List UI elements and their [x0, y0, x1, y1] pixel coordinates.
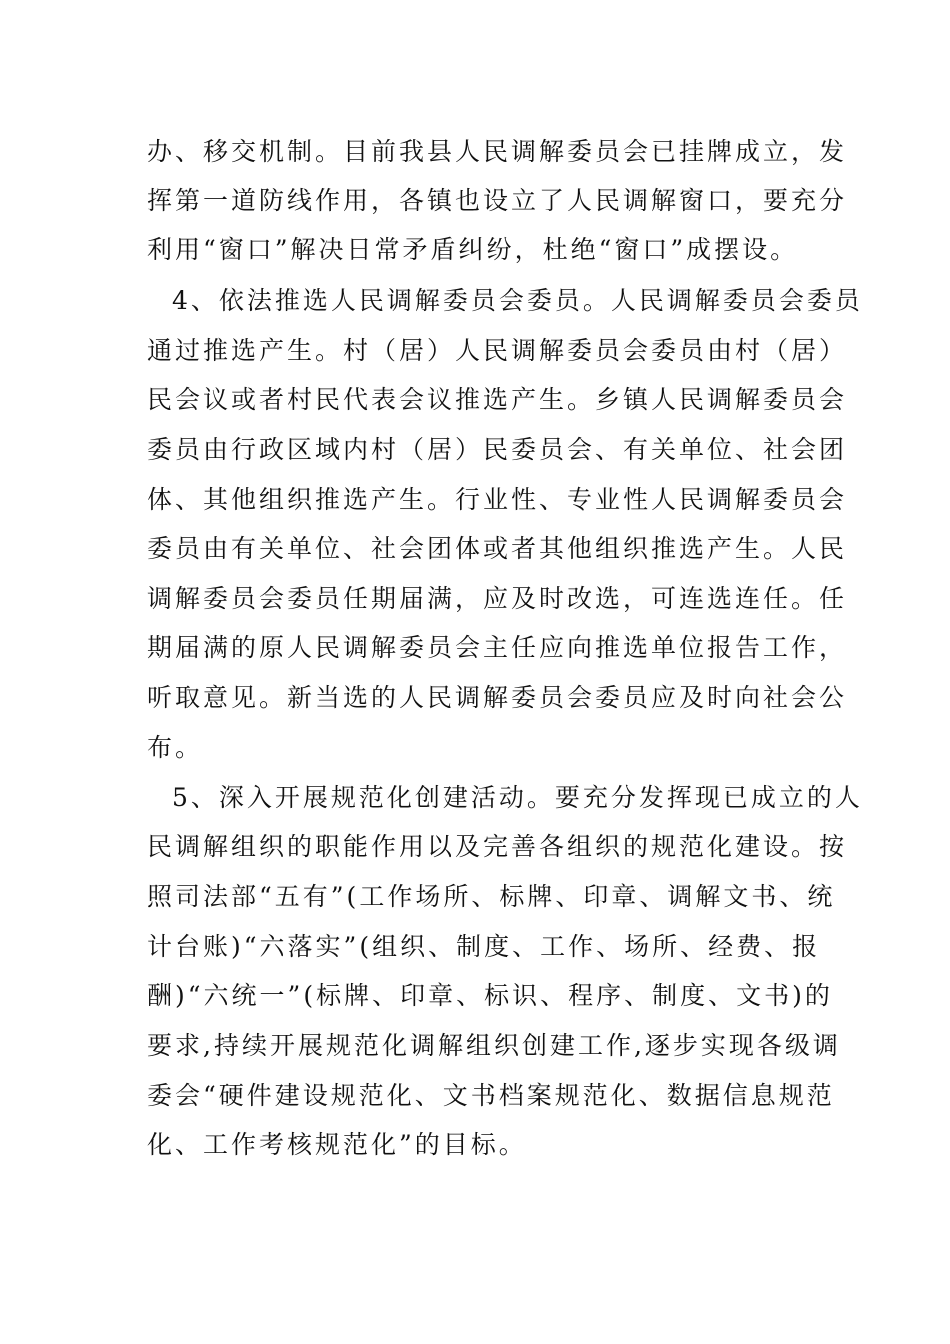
- text-line: 酬)“六统一”(标牌、印章、标识、程序、制度、文书)的: [147, 981, 833, 1010]
- text-line: 布。: [147, 733, 204, 762]
- text-line: 要求,持续开展规范化调解组织创建工作,逐步实现各级调: [147, 1031, 841, 1060]
- text-line: 听取意见。新当选的人民调解委员会委员应及时向社会公: [147, 683, 848, 712]
- text-line: 化、工作考核规范化”的目标。: [147, 1130, 527, 1159]
- paragraph-4-heading-line: 4、依法推选人民调解委员会委员。人民调解委员会委员: [172, 286, 863, 315]
- text-line: 民调解组织的职能作用以及完善各组织的规范化建设。按: [147, 832, 848, 861]
- text-line: 委会“硬件建设规范化、文书档案规范化、数据信息规范: [147, 1081, 835, 1110]
- text-line: 计台账)“六落实”(组织、制度、工作、场所、经费、报: [147, 932, 821, 961]
- text-line: 期届满的原人民调解委员会主任应向推选单位报告工作，: [147, 633, 848, 662]
- text-line: 挥第一道防线作用，各镇也设立了人民调解窗口，要充分: [147, 186, 848, 215]
- text-line: 体、其他组织推选产生。行业性、专业性人民调解委员会: [147, 485, 848, 514]
- paragraph-5-heading-line: 5、深入开展规范化创建活动。要充分发挥现已成立的人: [172, 783, 863, 812]
- text-line: 民会议或者村民代表会议推选产生。乡镇人民调解委员会: [147, 385, 848, 414]
- text-line: 委员由有关单位、社会团体或者其他组织推选产生。人民: [147, 534, 848, 563]
- text-line: 通过推选产生。村（居）人民调解委员会委员由村（居）: [147, 336, 848, 365]
- text-line: 调解委员会委员任期届满，应及时改选，可连选连任。任: [147, 584, 848, 613]
- text-line: 照司法部“五有”(工作场所、标牌、印章、调解文书、统: [147, 882, 836, 911]
- text-line: 利用“窗口”解决日常矛盾纠纷，杜绝“窗口”成摆设。: [147, 235, 799, 264]
- text-line: 办、移交机制。目前我县人民调解委员会已挂牌成立，发: [147, 137, 848, 166]
- text-line: 委员由行政区域内村（居）民委员会、有关单位、社会团: [147, 435, 848, 464]
